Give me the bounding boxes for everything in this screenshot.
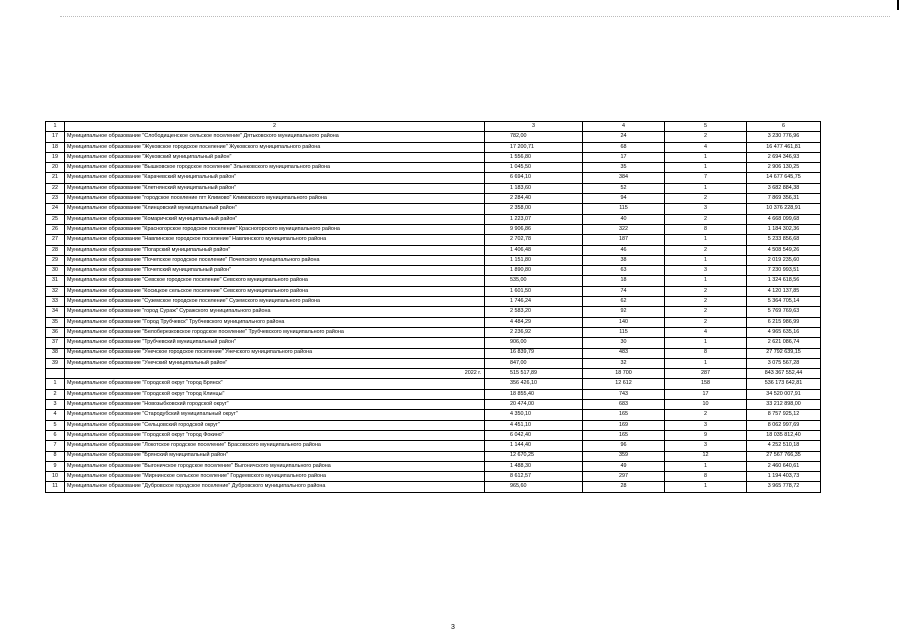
- table-cell: 94: [583, 194, 665, 204]
- table-cell: 1: [665, 276, 747, 286]
- table-cell: 28: [583, 482, 665, 492]
- table-cell: 29: [46, 255, 65, 265]
- table-cell: 10 376 228,91: [747, 204, 821, 214]
- table-cell: 4: [583, 122, 665, 132]
- table-cell: 5: [665, 122, 747, 132]
- table-cell: 1 488,30: [485, 461, 583, 471]
- table-row: [46, 441, 821, 451]
- table-cell: 2 694 346,93: [747, 152, 821, 162]
- table-cell: 8: [665, 224, 747, 234]
- table-cell: 536 173 642,81: [747, 379, 821, 389]
- table-cell: 35: [583, 163, 665, 173]
- table-cell: 782,00: [485, 132, 583, 142]
- table-cell: 18: [46, 142, 65, 152]
- table-cell: Муниципальное образование "Сельцовский городской округ": [65, 420, 485, 430]
- table-row: [46, 430, 821, 440]
- table-cell: 384: [583, 173, 665, 183]
- table-cell: 49: [583, 461, 665, 471]
- table-cell: 1 406,48: [485, 245, 583, 255]
- table-cell: Муниципальное образование "Карачевский муниципальный район": [65, 173, 485, 183]
- table-cell: Муниципальное образование "Вышковское городское поселение" Злынковского муниципального района: [65, 163, 485, 173]
- table-cell: Муниципальное образование "Городской округ "город Клинцы": [65, 389, 485, 399]
- table-cell: 8: [665, 472, 747, 482]
- table-cell: Муниципальное образование "Локотское городское поселение" Брасовского муниципального района: [65, 441, 485, 451]
- table-row: [46, 214, 821, 224]
- table-cell: 32: [46, 286, 65, 296]
- table-row: [46, 400, 821, 410]
- table-cell: Муниципальное образование "город Сураж" Суражского муниципального района: [65, 307, 485, 317]
- table-cell: 1 746,24: [485, 297, 583, 307]
- table-cell: Муниципальное образование "Жуковский муниципальный район": [65, 152, 485, 162]
- table-cell: Муниципальное образование "Новозыбковский городской округ": [65, 400, 485, 410]
- table-cell: 38: [46, 348, 65, 358]
- table-body: [46, 122, 821, 493]
- table-cell: 359: [583, 451, 665, 461]
- table-cell: Муниципальное образование "Брянский муниципальный район": [65, 451, 485, 461]
- table-row: [46, 389, 821, 399]
- table-cell: 8: [665, 348, 747, 358]
- table-cell: Муниципальное образование "Унечское городское поселение" Унечского муниципального района: [65, 348, 485, 358]
- table-cell: 2: [665, 317, 747, 327]
- table-cell: Муниципальное образование "Красногорское городское поселение" Красногорского муниципального района: [65, 224, 485, 234]
- table-cell: 2 358,00: [485, 204, 583, 214]
- year-total-row: [46, 369, 821, 379]
- table-cell: 24: [46, 204, 65, 214]
- table-cell: 165: [583, 430, 665, 440]
- table-cell: 165: [583, 410, 665, 420]
- table-cell: 187: [583, 235, 665, 245]
- table-cell: 6 694,10: [485, 173, 583, 183]
- table-cell: 2: [46, 389, 65, 399]
- table-cell: 1: [665, 163, 747, 173]
- table-cell: 92: [583, 307, 665, 317]
- table-cell: 3: [665, 420, 747, 430]
- table-row: [46, 163, 821, 173]
- table-cell: 322: [583, 224, 665, 234]
- table-cell: 14 677 645,75: [747, 173, 821, 183]
- table-cell: 31: [46, 276, 65, 286]
- table-cell: 7: [665, 173, 747, 183]
- table-cell: 1 144,40: [485, 441, 583, 451]
- table-cell: 18 855,40: [485, 389, 583, 399]
- table-cell: 4: [665, 142, 747, 152]
- table-row: [46, 142, 821, 152]
- table-cell: 2: [665, 410, 747, 420]
- table-cell: 2: [665, 297, 747, 307]
- table-cell: 3 230 776,96: [747, 132, 821, 142]
- table-cell: 4: [665, 327, 747, 337]
- table-cell: 2: [665, 286, 747, 296]
- table-cell: Муниципальное образование "Мирнинское сельское поселение" Гордеевского муниципального района: [65, 472, 485, 482]
- table-cell: 33 212 898,00: [747, 400, 821, 410]
- table-cell: 169: [583, 420, 665, 430]
- table-row: [46, 338, 821, 348]
- table-cell: 9: [665, 430, 747, 440]
- table-cell: Муниципальное образование "Клинцовский муниципальный район": [65, 204, 485, 214]
- table-cell: 5: [46, 420, 65, 430]
- table-cell: 27: [46, 235, 65, 245]
- table-cell: 1: [665, 152, 747, 162]
- table-cell: 847,00: [485, 358, 583, 368]
- table-cell: 11: [46, 482, 65, 492]
- table-cell: 2: [665, 245, 747, 255]
- table-cell: 20: [46, 163, 65, 173]
- table-cell: 287: [665, 369, 747, 379]
- table-cell: 2022 г.: [65, 369, 485, 379]
- table-row: [46, 472, 821, 482]
- table-cell: 2: [665, 214, 747, 224]
- table-cell: 1: [665, 482, 747, 492]
- table-cell: 843 367 552,44: [747, 369, 821, 379]
- table-cell: 1 556,80: [485, 152, 583, 162]
- table-cell: 158: [665, 379, 747, 389]
- table-cell: 1: [665, 338, 747, 348]
- table-cell: 1 151,80: [485, 255, 583, 265]
- table-cell: 30: [46, 266, 65, 276]
- table-cell: 2 284,40: [485, 194, 583, 204]
- table-cell: 5 233 856,68: [747, 235, 821, 245]
- table-cell: 6 042,40: [485, 430, 583, 440]
- table-cell: Муниципальное образование "Жуковское городское поселение" Жуковского муниципального района: [65, 142, 485, 152]
- table-cell: 24: [583, 132, 665, 142]
- table-cell: 27 792 639,15: [747, 348, 821, 358]
- table-cell: Муниципальное образование "Косицкое сельское поселение" Севского муниципального района: [65, 286, 485, 296]
- table-cell: 18 700: [583, 369, 665, 379]
- table-row: [46, 451, 821, 461]
- table-cell: 140: [583, 317, 665, 327]
- table-cell: 2: [665, 194, 747, 204]
- table-cell: 5 364 705,14: [747, 297, 821, 307]
- table-row: [46, 235, 821, 245]
- table-cell: 2 621 086,74: [747, 338, 821, 348]
- table-cell: 7: [46, 441, 65, 451]
- table-cell: 68: [583, 142, 665, 152]
- table-cell: 4 668 099,68: [747, 214, 821, 224]
- table-cell: 2 460 640,61: [747, 461, 821, 471]
- table-header-row: [46, 122, 821, 132]
- table-cell: 46: [583, 245, 665, 255]
- table-cell: Муниципальное образование "Стародубский муниципальный округ": [65, 410, 485, 420]
- table-cell: 34: [46, 307, 65, 317]
- table-cell: 2 583,20: [485, 307, 583, 317]
- table-cell: Муниципальное образование "Почепское городское поселение" Почепского муниципального района: [65, 255, 485, 265]
- table-row: [46, 482, 821, 492]
- table-cell: 1: [665, 358, 747, 368]
- table-row: [46, 255, 821, 265]
- table-cell: 8 062 997,69: [747, 420, 821, 430]
- table-row: [46, 152, 821, 162]
- table-cell: 1 184 302,36: [747, 224, 821, 234]
- table-row: [46, 173, 821, 183]
- table-cell: Муниципальное образование "Унечский муниципальный район": [65, 358, 485, 368]
- table-row: [46, 194, 821, 204]
- table-cell: 1: [665, 235, 747, 245]
- table-cell: 2 906 130,25: [747, 163, 821, 173]
- table-cell: 7 869 356,31: [747, 194, 821, 204]
- table-cell: 965,60: [485, 482, 583, 492]
- table-cell: 38: [583, 255, 665, 265]
- table-cell: Муниципальное образование "Комаричский муниципальный район": [65, 214, 485, 224]
- table-cell: Муниципальное образование "городское поселение пгт Климово" Климовского муниципального района: [65, 194, 485, 204]
- table-cell: Муниципальное образование "Суземское городское поселение" Суземского муниципального района: [65, 297, 485, 307]
- table-cell: [46, 369, 65, 379]
- table-row: [46, 204, 821, 214]
- table-cell: 17: [583, 152, 665, 162]
- table-cell: 6: [747, 122, 821, 132]
- table-row: [46, 348, 821, 358]
- table-cell: 4 350,10: [485, 410, 583, 420]
- table-cell: 4 484,29: [485, 317, 583, 327]
- table-cell: 30: [583, 338, 665, 348]
- table-cell: 1: [46, 122, 65, 132]
- table-cell: 10: [665, 400, 747, 410]
- table-cell: Муниципальное образование "Городской округ "город Фокино": [65, 430, 485, 440]
- table-cell: 23: [46, 194, 65, 204]
- table-cell: 25: [46, 214, 65, 224]
- table-cell: 115: [583, 327, 665, 337]
- table-cell: 6 215 986,99: [747, 317, 821, 327]
- table-cell: 1 601,50: [485, 286, 583, 296]
- table-cell: 3 965 778,72: [747, 482, 821, 492]
- table-cell: 1: [665, 183, 747, 193]
- table-cell: Муниципальное образование "Белоберезковское городское поселение" Трубчевского муниципального района: [65, 327, 485, 337]
- table-cell: 683: [583, 400, 665, 410]
- table-row: [46, 183, 821, 193]
- table-cell: Муниципальное образование "Трубчевский муниципальный район": [65, 338, 485, 348]
- table-cell: 2: [665, 132, 747, 142]
- table-cell: 74: [583, 286, 665, 296]
- table-cell: 26: [46, 224, 65, 234]
- table-cell: 906,00: [485, 338, 583, 348]
- table-cell: 8 757 925,12: [747, 410, 821, 420]
- table-cell: 535,00: [485, 276, 583, 286]
- table-cell: 115: [583, 204, 665, 214]
- table-cell: 37: [46, 338, 65, 348]
- table-cell: 20 474,00: [485, 400, 583, 410]
- table-cell: 19: [46, 152, 65, 162]
- table-cell: 1 890,80: [485, 266, 583, 276]
- table-cell: Муниципальное образование "Слободищенское сельское поселение" Дятьковского муниципального района: [65, 132, 485, 142]
- table-cell: 2 702,78: [485, 235, 583, 245]
- scan-noise-line: [60, 16, 890, 18]
- table-cell: 3: [665, 266, 747, 276]
- table-cell: 1 045,50: [485, 163, 583, 173]
- table-cell: 27 567 766,35: [747, 451, 821, 461]
- table-cell: 10: [46, 472, 65, 482]
- table-cell: 3: [46, 400, 65, 410]
- table-cell: 4 451,10: [485, 420, 583, 430]
- table-row: [46, 420, 821, 430]
- table-cell: Муниципальное образование "Выгоничское городское поселение" Выгоничского муниципального района: [65, 461, 485, 471]
- table-cell: 21: [46, 173, 65, 183]
- table-row: [46, 245, 821, 255]
- table-cell: Муниципальное образование "Город Трубчевск" Трубчевского муниципального района: [65, 317, 485, 327]
- table-cell: 2 236,92: [485, 327, 583, 337]
- table-cell: 17 200,71: [485, 142, 583, 152]
- table-cell: 5 769 769,63: [747, 307, 821, 317]
- table-row: [46, 276, 821, 286]
- table-row: [46, 224, 821, 234]
- table-cell: 28: [46, 245, 65, 255]
- table-cell: 4 252 510,18: [747, 441, 821, 451]
- table-row: [46, 286, 821, 296]
- table-cell: 34 520 007,91: [747, 389, 821, 399]
- table-row: [46, 379, 821, 389]
- table-cell: 3: [485, 122, 583, 132]
- data-table: [45, 121, 821, 493]
- table-row: [46, 132, 821, 142]
- table-cell: 515 517,89: [485, 369, 583, 379]
- table-row: [46, 266, 821, 276]
- table-cell: 3: [665, 204, 747, 214]
- table-cell: 96: [583, 441, 665, 451]
- table-cell: 63: [583, 266, 665, 276]
- table-row: [46, 461, 821, 471]
- table-cell: 6: [46, 430, 65, 440]
- table-cell: Муниципальное образование "Погарский муниципальный район": [65, 245, 485, 255]
- table-cell: 12: [665, 451, 747, 461]
- table-row: [46, 410, 821, 420]
- table-cell: 483: [583, 348, 665, 358]
- table-cell: Муниципальное образование "Дубровское городское поселение" Дубровского муниципального района: [65, 482, 485, 492]
- table-cell: 1 194 403,73: [747, 472, 821, 482]
- table-row: [46, 307, 821, 317]
- table-cell: 2: [665, 307, 747, 317]
- table-cell: 40: [583, 214, 665, 224]
- table-cell: 4 965 635,16: [747, 327, 821, 337]
- table-cell: 1: [665, 461, 747, 471]
- table-cell: Муниципальное образование "Клетнянский муниципальный район": [65, 183, 485, 193]
- table-cell: 12 670,25: [485, 451, 583, 461]
- table-cell: 52: [583, 183, 665, 193]
- table-cell: 1: [665, 255, 747, 265]
- table-cell: 1 223,07: [485, 214, 583, 224]
- table-cell: 3 075 567,28: [747, 358, 821, 368]
- table-cell: 18 035 812,40: [747, 430, 821, 440]
- table-cell: 62: [583, 297, 665, 307]
- table-cell: 18: [583, 276, 665, 286]
- table-row: [46, 297, 821, 307]
- table-cell: 16 839,79: [485, 348, 583, 358]
- table-cell: 3 682 884,38: [747, 183, 821, 193]
- table-cell: Муниципальное образование "Навлинское городское поселение" Навлинского муниципального района: [65, 235, 485, 245]
- table-cell: 3: [665, 441, 747, 451]
- table-cell: 17: [46, 132, 65, 142]
- table-cell: 743: [583, 389, 665, 399]
- table-row: [46, 317, 821, 327]
- table-cell: 22: [46, 183, 65, 193]
- table-cell: 8: [46, 451, 65, 461]
- page-number: 3: [451, 624, 455, 631]
- table-cell: Муниципальное образование "Городской округ "город Брянск": [65, 379, 485, 389]
- table-cell: 2 019 235,60: [747, 255, 821, 265]
- table-cell: 32: [583, 358, 665, 368]
- table-cell: 39: [46, 358, 65, 368]
- table-cell: 16 477 461,81: [747, 142, 821, 152]
- table-cell: 2: [65, 122, 485, 132]
- table-cell: 33: [46, 297, 65, 307]
- table-cell: Муниципальное образование "Севское городское поселение" Севского муниципального района: [65, 276, 485, 286]
- table-cell: 4 120 137,85: [747, 286, 821, 296]
- table-cell: 356 426,10: [485, 379, 583, 389]
- table-cell: 17: [665, 389, 747, 399]
- table-row: [46, 358, 821, 368]
- table-cell: 7 230 993,51: [747, 266, 821, 276]
- table-row: [46, 327, 821, 337]
- table-cell: 1 183,60: [485, 183, 583, 193]
- table-cell: 1: [46, 379, 65, 389]
- table-cell: 36: [46, 327, 65, 337]
- scan-edge-mark: [897, 0, 899, 10]
- table-cell: 4: [46, 410, 65, 420]
- table-cell: 9 906,86: [485, 224, 583, 234]
- table-cell: 12 612: [583, 379, 665, 389]
- table-cell: 9: [46, 461, 65, 471]
- table-cell: 35: [46, 317, 65, 327]
- table-cell: 1 324 618,56: [747, 276, 821, 286]
- table-cell: 8 612,57: [485, 472, 583, 482]
- table-cell: Муниципальное образование "Почепский муниципальный район": [65, 266, 485, 276]
- table-cell: 297: [583, 472, 665, 482]
- table-cell: 4 508 549,26: [747, 245, 821, 255]
